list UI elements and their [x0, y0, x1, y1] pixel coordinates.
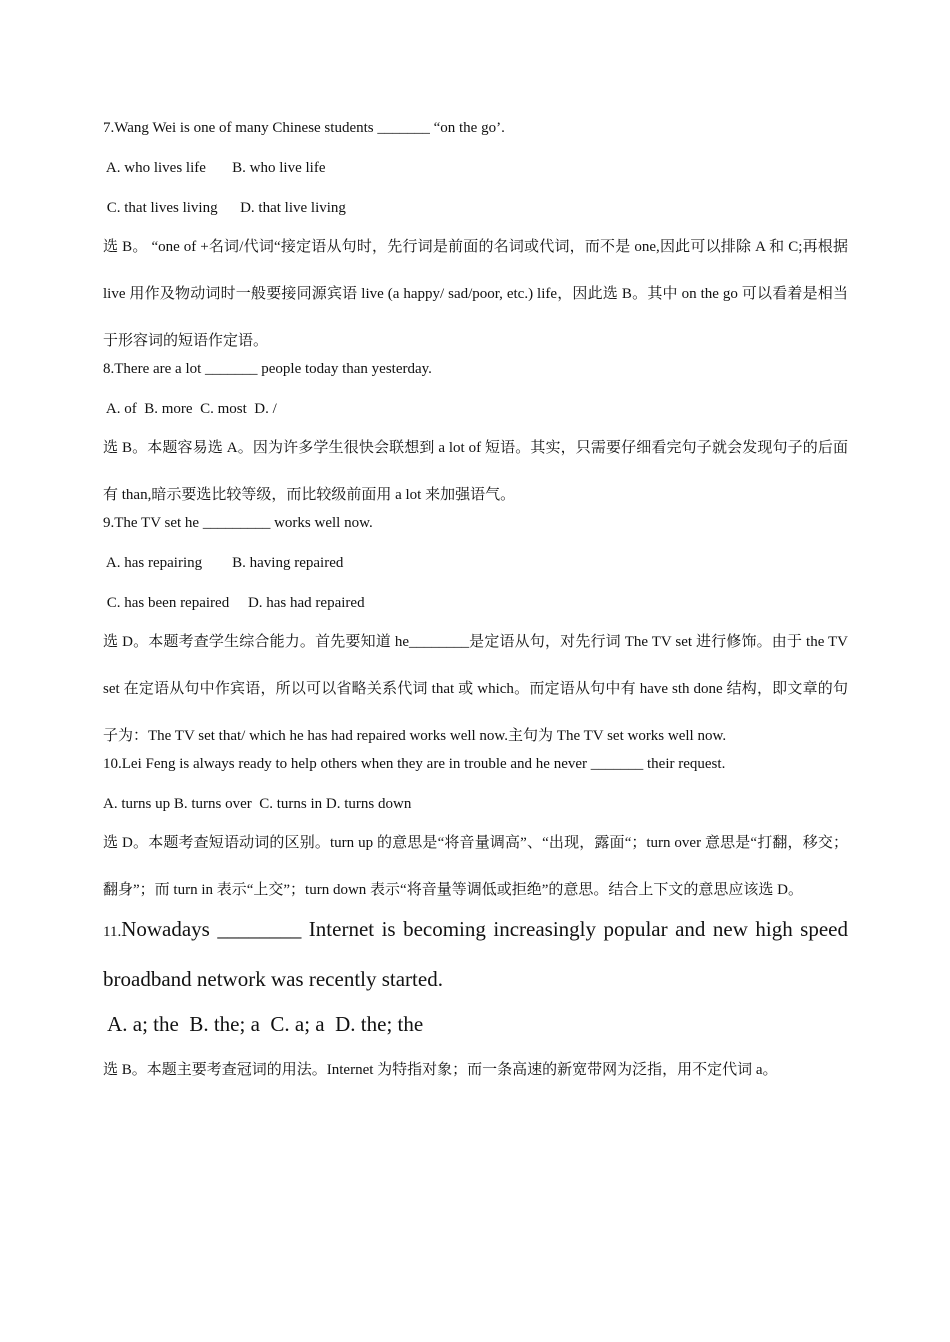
q9-stem: 9.The TV set he _________ works well now. — [103, 515, 373, 531]
q7-options-cd: C. that lives living D. that live living — [103, 200, 346, 216]
q8-stem: 8.There are a lot _______ people today than yesterday. — [103, 361, 432, 377]
q9-answer: 选 D。本题考查学生综合能力。首先要知道 he________是定语从句，对先行词 The TV set 进行修饰。由于 the TV set 在定语从句中作宾语，所以可以省略关系代词 that 或 which。而定语从句中有 have sth done 结构，即文章的句子为：The TV set that/ which he has had repaired works well now.主句为 The TV set works well now. — [103, 634, 848, 744]
q11-number: 11. — [103, 924, 122, 940]
q10-answer: 选 D。本题考查短语动词的区别。turn up 的意思是“将音量调高”、“出现，露面“；turn over 意思是“打翻，移交；翻身”；而 turn in 表示“上交”；turn down 表示“将音量等调低或拒绝”的意思。结合上下文的意思应该选 D。 — [103, 835, 848, 898]
q11-stem: Nowadays ________ Internet is becoming increasingly popular and new high speed broadband network was recently started. — [103, 917, 848, 991]
q7-stem: 7.Wang Wei is one of many Chinese students _______ “on the go’. — [103, 120, 505, 136]
q9-options-ab: A. has repairing B. having repaired — [103, 555, 344, 571]
q10-options: A. turns up B. turns over C. turns in D. turns down — [103, 796, 412, 812]
q7-options-ab: A. who lives life B. who live life — [103, 160, 326, 176]
q9-options-cd: C. has been repaired D. has had repaired — [103, 595, 365, 611]
q8-options: A. of B. more C. most D. / — [103, 401, 277, 417]
q10-stem: 10.Lei Feng is always ready to help others when they are in trouble and he never _______ their request. — [103, 756, 726, 772]
q11-answer: 选 B。本题主要考查冠词的用法。Internet 为特指对象；而一条高速的新宽带网为泛指，用不定代词 a。 — [103, 1062, 778, 1078]
q8-answer: 选 B。本题容易选 A。因为许多学生很快会联想到 a lot of 短语。其实，只需要仔细看完句子就会发现句子的后面有 than,暗示要选比较等级，而比较级前面用 a lot 来加强语气。 — [103, 440, 848, 503]
q7-answer: 选 B。 “one of +名词/代词“接定语从句时，先行词是前面的名词或代词，而不是 one,因此可以排除 A 和 C;再根据 live 用作及物动词时一般要接同源宾语 live (a happy/ sad/poor, etc.) life，因此选 B。其中 on the go 可以看着是相当于形容词的短语作定语。 — [103, 239, 848, 349]
document-page — [103, 118, 848, 1094]
q11-stem-block — [103, 906, 848, 1003]
q11-options: A. a; the B. the; a C. a; a D. the; the — [103, 1012, 424, 1036]
